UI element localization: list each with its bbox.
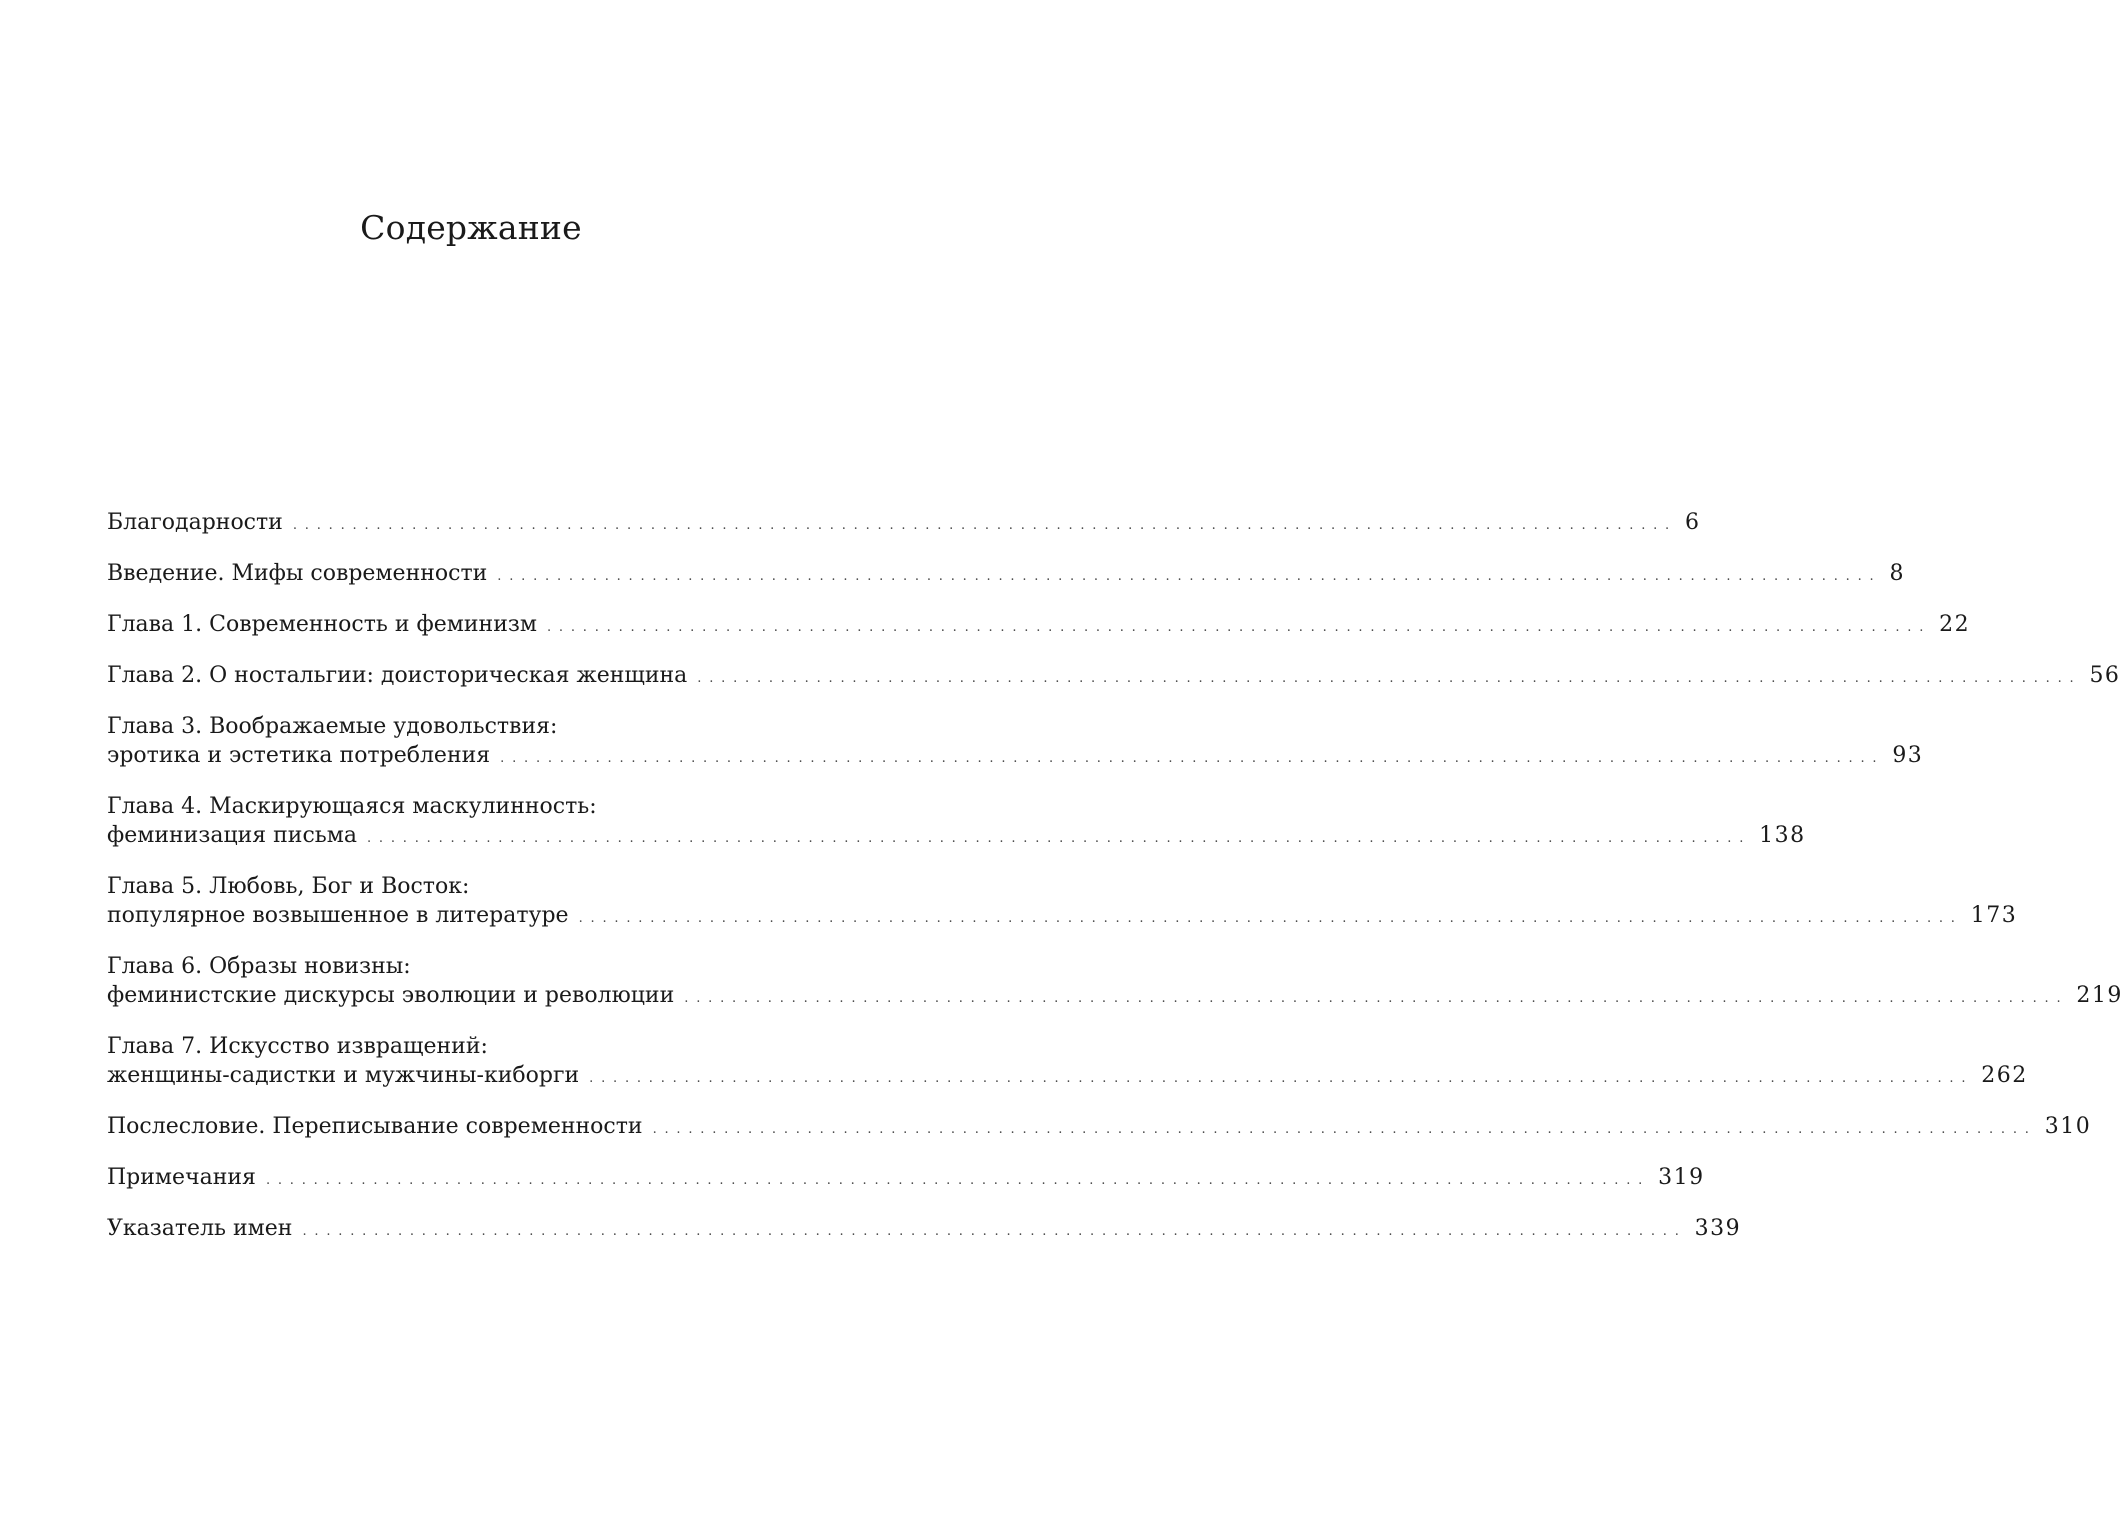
toc-entry-subtitle: популярное возвышенное в литературе: [107, 903, 569, 928]
toc-entry-title: Глава 4. Маскирующаяся маскулинность:: [107, 794, 597, 819]
dot-leader: ....................................................................................................................: [292, 518, 1677, 533]
dot-leader: ....................................................................................................................: [697, 671, 2082, 686]
toc-entry[interactable]: [107, 872, 2018, 933]
toc-entry[interactable]: [107, 559, 1905, 591]
toc-entry-title: Глава 7. Искусство извращений:: [107, 1034, 488, 1059]
toc-page-number: 6: [1685, 510, 1701, 535]
toc-entry[interactable]: [107, 661, 2121, 693]
toc-entry-subtitle: феминизация письма: [107, 823, 357, 848]
toc-entry[interactable]: [107, 1214, 1742, 1246]
toc-entry-title: Введение. Мифы современности: [107, 561, 488, 586]
toc-entry[interactable]: [107, 508, 1701, 540]
toc-entry-title: Глава 3. Воображаемые удовольствия:: [107, 714, 558, 739]
toc-page-number: 138: [1759, 823, 1806, 848]
dot-leader: ....................................................................................................................: [652, 1122, 2037, 1137]
dot-leader: ....................................................................................................................: [367, 831, 1752, 846]
toc-page-number: 310: [2044, 1114, 2092, 1139]
toc-page-number: 22: [1939, 612, 1971, 637]
toc-page-number: 219: [2076, 983, 2123, 1008]
toc-entry[interactable]: [107, 610, 1971, 642]
dot-leader: ....................................................................................................................: [265, 1173, 1651, 1188]
toc-entry-title: Указатель имен: [107, 1216, 293, 1241]
toc-entry-title: Примечания: [107, 1165, 256, 1190]
dot-leader: ....................................................................................................................: [546, 620, 1932, 635]
toc-entry-title: Послесловие. Переписывание современности: [107, 1114, 643, 1139]
toc-entry[interactable]: [107, 1163, 1705, 1195]
dot-leader: ....................................................................................................................: [302, 1224, 1687, 1239]
toc-entry-subtitle: феминистские дискурсы эволюции и революции: [107, 983, 675, 1008]
toc-entry-title: Глава 2. О ностальгии: доисторическая женщина: [107, 663, 688, 688]
toc-page-number: 262: [1981, 1063, 2028, 1088]
toc-entry-title: Глава 1. Современность и феминизм: [107, 612, 537, 637]
toc-page-number: 319: [1658, 1165, 1705, 1190]
toc-page-number: 93: [1892, 743, 1924, 768]
toc-page-number: 8: [1889, 561, 1905, 586]
dot-leader: ....................................................................................................................: [589, 1071, 1974, 1086]
toc-entry[interactable]: [107, 1112, 2092, 1144]
toc-entry[interactable]: [107, 792, 1806, 853]
toc-page-number: 339: [1694, 1216, 1742, 1241]
toc-entry-title: Благодарности: [107, 510, 283, 535]
dot-leader: ....................................................................................................................: [497, 569, 1882, 584]
dot-leader: ....................................................................................................................: [500, 751, 1885, 766]
page-title: Содержание: [360, 208, 582, 247]
toc-entry-title: Глава 6. Образы новизны:: [107, 954, 411, 979]
toc-entry-subtitle: женщины-садистки и мужчины-киборги: [107, 1063, 580, 1088]
toc-entry[interactable]: [107, 952, 2123, 1013]
dot-leader: ....................................................................................................................: [578, 911, 1963, 926]
table-of-contents: [107, 508, 2123, 1265]
toc-entry-subtitle: эротика и эстетика потребления: [107, 743, 491, 768]
toc-page-number: 173: [1970, 903, 2018, 928]
toc-page-number: 56: [2089, 663, 2121, 688]
dot-leader: ....................................................................................................................: [684, 991, 2069, 1006]
toc-entry[interactable]: [107, 1032, 2028, 1093]
toc-entry[interactable]: [107, 712, 1924, 773]
toc-entry-title: Глава 5. Любовь, Бог и Восток:: [107, 874, 470, 899]
